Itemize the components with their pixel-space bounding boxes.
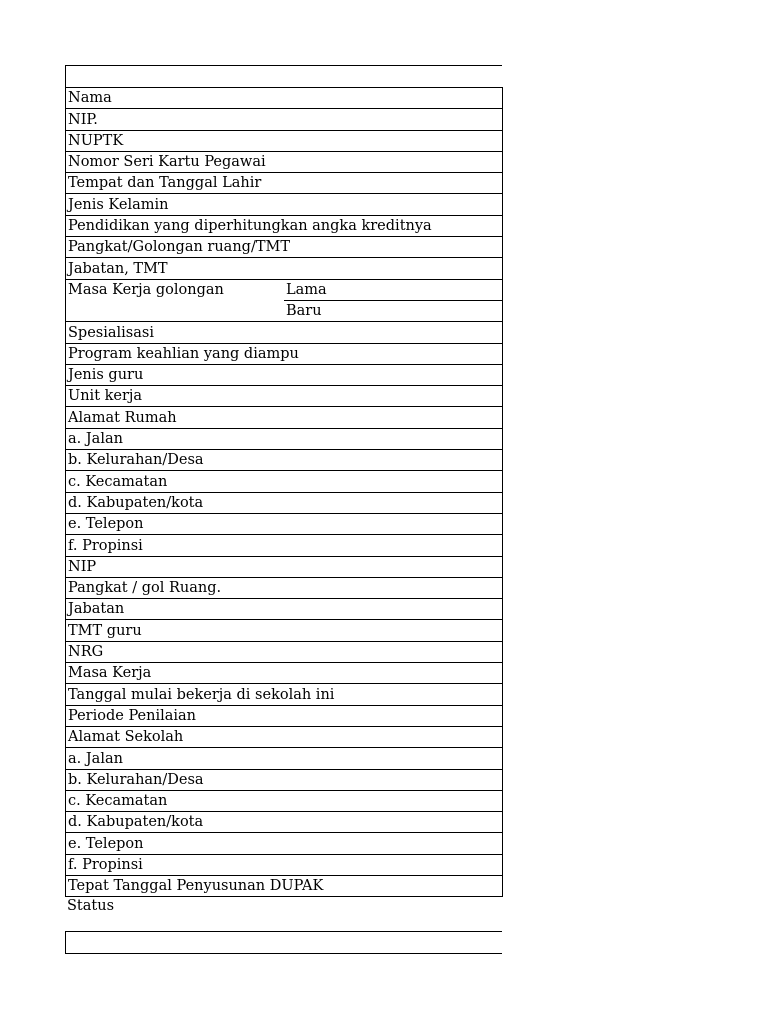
table-row <box>66 471 503 492</box>
table-row <box>66 237 503 258</box>
table-row <box>66 556 503 577</box>
table-row <box>66 854 503 875</box>
table-row <box>66 875 503 896</box>
table-row <box>66 577 503 598</box>
row-label: a. Jalan <box>66 748 503 769</box>
row-label: NIP. <box>66 109 503 130</box>
row-label: Tanggal mulai bekerja di sekolah ini <box>66 684 503 705</box>
row-label: NRG <box>66 641 503 662</box>
row-label: Periode Penilaian <box>66 705 503 726</box>
row-label: d. Kabupaten/kota <box>66 812 503 833</box>
row-label: Jabatan <box>66 599 503 620</box>
row-label: NIP <box>66 556 503 577</box>
table-row <box>66 663 503 684</box>
row-label: b. Kelurahan/Desa <box>66 769 503 790</box>
table-row <box>66 599 503 620</box>
table-body <box>66 88 503 897</box>
table-row <box>66 258 503 279</box>
row-label: e. Telepon <box>66 833 503 854</box>
table-row <box>66 173 503 194</box>
row-label: Nama <box>66 88 503 109</box>
bottom-table-band <box>65 931 502 954</box>
row-label: NUPTK <box>66 130 503 151</box>
table-row <box>66 343 503 364</box>
table-row <box>66 641 503 662</box>
row-label: Unit kerja <box>66 386 503 407</box>
row-label: Alamat Rumah <box>66 407 503 428</box>
table-row <box>66 790 503 811</box>
table-row <box>66 322 503 343</box>
row-label: Jenis guru <box>66 364 503 385</box>
row-label: Masa Kerja <box>66 663 503 684</box>
row-label: Pendidikan yang diperhitungkan angka kreditnya <box>66 215 503 236</box>
table-row <box>66 726 503 747</box>
row-label: Spesialisasi <box>66 322 503 343</box>
table-row <box>66 364 503 385</box>
top-table-band <box>65 65 502 87</box>
row-label: f. Propinsi <box>66 854 503 875</box>
table-row <box>66 215 503 236</box>
row-label: Alamat Sekolah <box>66 726 503 747</box>
table-row <box>66 407 503 428</box>
row-label: b. Kelurahan/Desa <box>66 450 503 471</box>
row-label: Masa Kerja golongan <box>66 279 285 300</box>
row-label: Tepat Tanggal Penyusunan DUPAK <box>66 875 503 896</box>
table-row <box>66 428 503 449</box>
table-row <box>66 130 503 151</box>
table-row <box>66 535 503 556</box>
row-label: Jenis Kelamin <box>66 194 503 215</box>
row-label: Pangkat / gol Ruang. <box>66 577 503 598</box>
row-label: c. Kecamatan <box>66 790 503 811</box>
table-row <box>66 151 503 172</box>
table-row <box>66 620 503 641</box>
row-label: a. Jalan <box>66 428 503 449</box>
row-label: f. Propinsi <box>66 535 503 556</box>
row-label: TMT guru <box>66 620 503 641</box>
table-row <box>66 450 503 471</box>
row-label: Program keahlian yang diampu <box>66 343 503 364</box>
table-row <box>66 279 503 300</box>
table-row <box>66 769 503 790</box>
table-row <box>66 833 503 854</box>
row-label <box>66 300 285 321</box>
table-row <box>66 194 503 215</box>
row-sub-label: Baru <box>284 300 503 321</box>
personal-data-table <box>65 87 503 897</box>
table-row <box>66 748 503 769</box>
table-row <box>66 684 503 705</box>
row-label: Tempat dan Tanggal Lahir <box>66 173 503 194</box>
table-row <box>66 386 503 407</box>
row-label: Nomor Seri Kartu Pegawai <box>66 151 503 172</box>
table-row <box>66 492 503 513</box>
table-row <box>66 109 503 130</box>
table-row <box>66 513 503 534</box>
table-row <box>66 300 503 321</box>
row-label: Jabatan, TMT <box>66 258 503 279</box>
row-label: e. Telepon <box>66 513 503 534</box>
row-label: Pangkat/Golongan ruang/TMT <box>66 237 503 258</box>
row-sub-label: Lama <box>284 279 503 300</box>
table-row <box>66 705 503 726</box>
row-label: d. Kabupaten/kota <box>66 492 503 513</box>
status-label: Status <box>67 898 115 914</box>
table-row <box>66 88 503 109</box>
row-label: c. Kecamatan <box>66 471 503 492</box>
table-row <box>66 812 503 833</box>
